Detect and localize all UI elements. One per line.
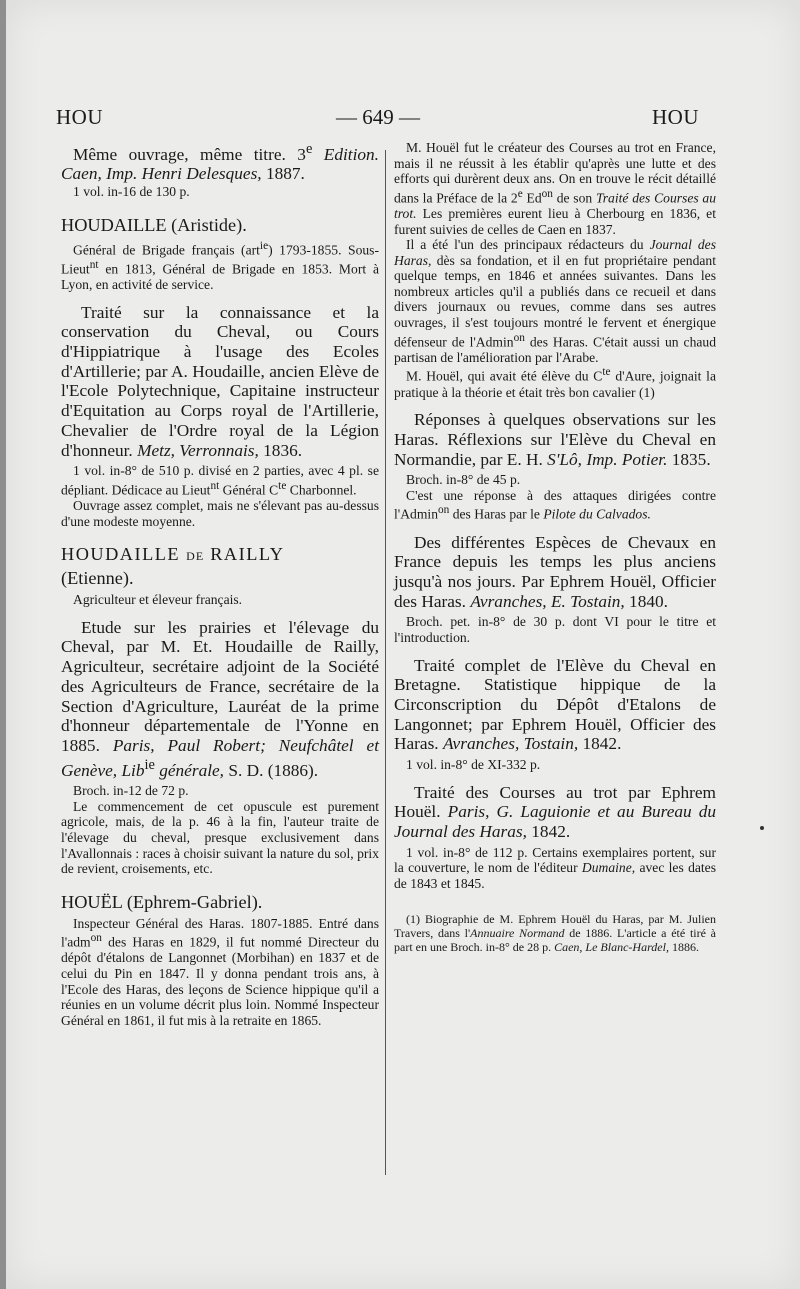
margin-dot — [760, 826, 764, 830]
book-title-especes: Des différentes Espèces de Chevaux en France depuis les temps les plus anciens jusqu'à nos jours. Par Ephrem Houël, Officier des Haras. Avranches, E. Tostain, 1840. — [394, 532, 716, 611]
footnote: (1) Biographie de M. Ephrem Houël du Haras, par M. Julien Travers, dans l'Annuaire Normand de 1886. L'article a été tiré à part en une Broch. in-8° de 28 p. Caen, Le Blanc-Hardel, 1886. — [394, 911, 716, 955]
houel-bio-courses: M. Houël fut le créateur des Courses au trot en France, mais il ne réussit à les établir qu'après une lutte et des efforts qui durèrent deux ans. On en trouve le récit détaillé dans la Préface de la 2e $Ed^{on}$ de son Traité des Courses au trot. Les premières eurent lieu à Cherbourg en 1836, et furent suivies de celles de Caen en 1837. — [394, 140, 716, 237]
book-vol-reponses: Broch. in-8° de 45 p. — [406, 472, 521, 488]
book-note: Ouvrage assez complet, mais ne s'élevant pas au-dessus d'une modeste moyenne. — [61, 497, 379, 529]
book-note-etude: Le commencement de cet opuscule est purement agricole, mais, de la p. 46 à la fin, l'auteur traite de l'élevage du cheval, presque exclusivement dans l'Avallonnais : races à choisir suivant la nature du sol, prix de revient, croisements, etc. — [61, 798, 379, 877]
author-heading-houdaille-de-railly: HOUDAILLE DE RAILLY — [61, 544, 285, 565]
left-column — [61, 140, 379, 1028]
book-vol-especes: Broch. pet. in-8° de 30 p. dont VI pour le titre et l'introduction. — [394, 614, 716, 645]
book-note-reponses: C'est une réponse à des attaques dirigées contre l'Admin$^{on}$ des Haras par le Pilote du Calvados. — [394, 487, 716, 522]
book-note-courses: 1 vol. in-8° de 112 p. Certains exemplaires portent, sur la couverture, le nom de l'éditeur Dumaine, avec les dates de 1843 et 1845. — [394, 844, 716, 891]
houel-bio-aure: M. Houël, qui avait été élève du $C^{te}$ d'Aure, joignait la pratique à la théorie et était très bon cavalier (1) — [394, 366, 716, 400]
houel-bio-journal: Il a été l'un des principaux rédacteurs du Journal des Haras, dès sa fondation, et il en fut propriétaire pendant quelque temps, en 1846 et années suivantes. Dans les nombreux articles qu'il a publiés dans ce recueil et dans divers journaux ou revues, comme dans ses autres ouvrages, il s'est toujours montré le fervent et énergique défenseur de l'Admin$^{on}$ des Haras. C'était aussi un chaud partisan de l'amélioration par l'Arabe. — [394, 237, 717, 365]
book-title-reponses: Réponses à quelques observations sur les Haras. Réflexions sur l'Elève du Cheval en Normandie, par E. H. S'Lô, Imp. Potier. 1835. — [394, 410, 716, 469]
page-header — [6, 105, 800, 139]
book-title-traite-bretagne: Traité complet de l'Elève du Cheval en Bretagne. Statistique hippique de la Circonscription du Dépôt d'Etalons de Langonnet; par Ephrem Houël, Officier des Haras. Avranches, Tostain, 1842. — [394, 655, 716, 754]
author-heading-houel: HOUËL (Ephrem-Gabriel). — [61, 891, 263, 912]
book-description: 1 vol. in-8° de 510 p. divisé en 2 parties, avec 4 pl. se dépliant. Dédicace au Lieut$^{nt}$ Général $C^{te}$ Charbonnel. — [61, 463, 379, 498]
book-title-traite-courses: Traité des Courses au trot par Ephrem Houël. Paris, G. Laguionie et au Bureau du Journal des Haras, 1842. — [394, 782, 716, 842]
page — [6, 0, 800, 1289]
author-heading-houdaille-aristide: HOUDAILLE (Aristide). — [61, 214, 247, 235]
author-bio-houel: Inspecteur Général des Haras. 1807-1885. Entré dans l'adm$^{on}$ des Haras en 1829, il fut nommé Directeur du dépôt d'étalons de Langonnet (Morbihan) en 1837 et de celui du Pin en 1847. Il y donna pendant trois ans, à l'Ecole des Haras, des leçons de Science hippique qu'il a réunies en un volume décrit plus loin. Nommé Inspecteur Général en 1861, il fut mis à la retraite en 1865. — [61, 915, 379, 1028]
book-vol-bretagne: 1 vol. in-8° de XI-332 p. — [406, 757, 541, 773]
book-title-traite-connaissance: Traité sur la connaissance et la conservation du Cheval, ou Cours d'Hippiatrique à l'usage des Ecoles d'Artillerie; par A. Houdaille, ancien Elève de l'Ecole Polytechnique, Capitaine instructeur d'Equitation au Corps royal de l'Artillerie, Chevalier de l'Ordre royal de la Légion d'honneur. Metz, Verronnais, 1836. — [61, 302, 379, 460]
author-bio-etienne: Agriculteur et éleveur français. — [73, 592, 243, 608]
entry-meme-ouvrage: Même ouvrage, même titre. 3e Edition. Caen, Imp. Henri Delesques, 1887. — [61, 141, 379, 184]
column-divider — [385, 150, 386, 1175]
page-number: — 649 — — [336, 105, 420, 129]
book-title-etude-prairies: Etude sur les prairies et l'élevage du Cheval, par M. Et. Houdaille de Railly, Agriculteur, secrétaire adjoint de la Société des Agriculteurs de France, secrétaire de la Section d'Agriculture, Lauréat de la prime d'honneur départementale de l'Yonne en 1885. Paris, Paul Robert; Neufchâtel et Genève, Lib$^{ie}$ générale, S. D. (1886). — [61, 617, 379, 780]
header-right: HOU — [652, 105, 699, 129]
author-heading-etienne: (Etienne). — [61, 568, 134, 589]
book-vol-etude: Broch. in-12 de 72 p. — [73, 783, 189, 799]
right-column — [394, 140, 716, 954]
author-bio: Général de Brigade français (art$^{ie}$) 1793-1855. Sous-Lieut$^{nt}$ en 1813, Général de Brigade en 1853. Mort à Lyon, en activité de service. — [61, 239, 379, 293]
entry-meme-ouvrage-vol: 1 vol. in-16 de 130 p. — [73, 184, 190, 200]
header-left: HOU — [56, 105, 103, 129]
